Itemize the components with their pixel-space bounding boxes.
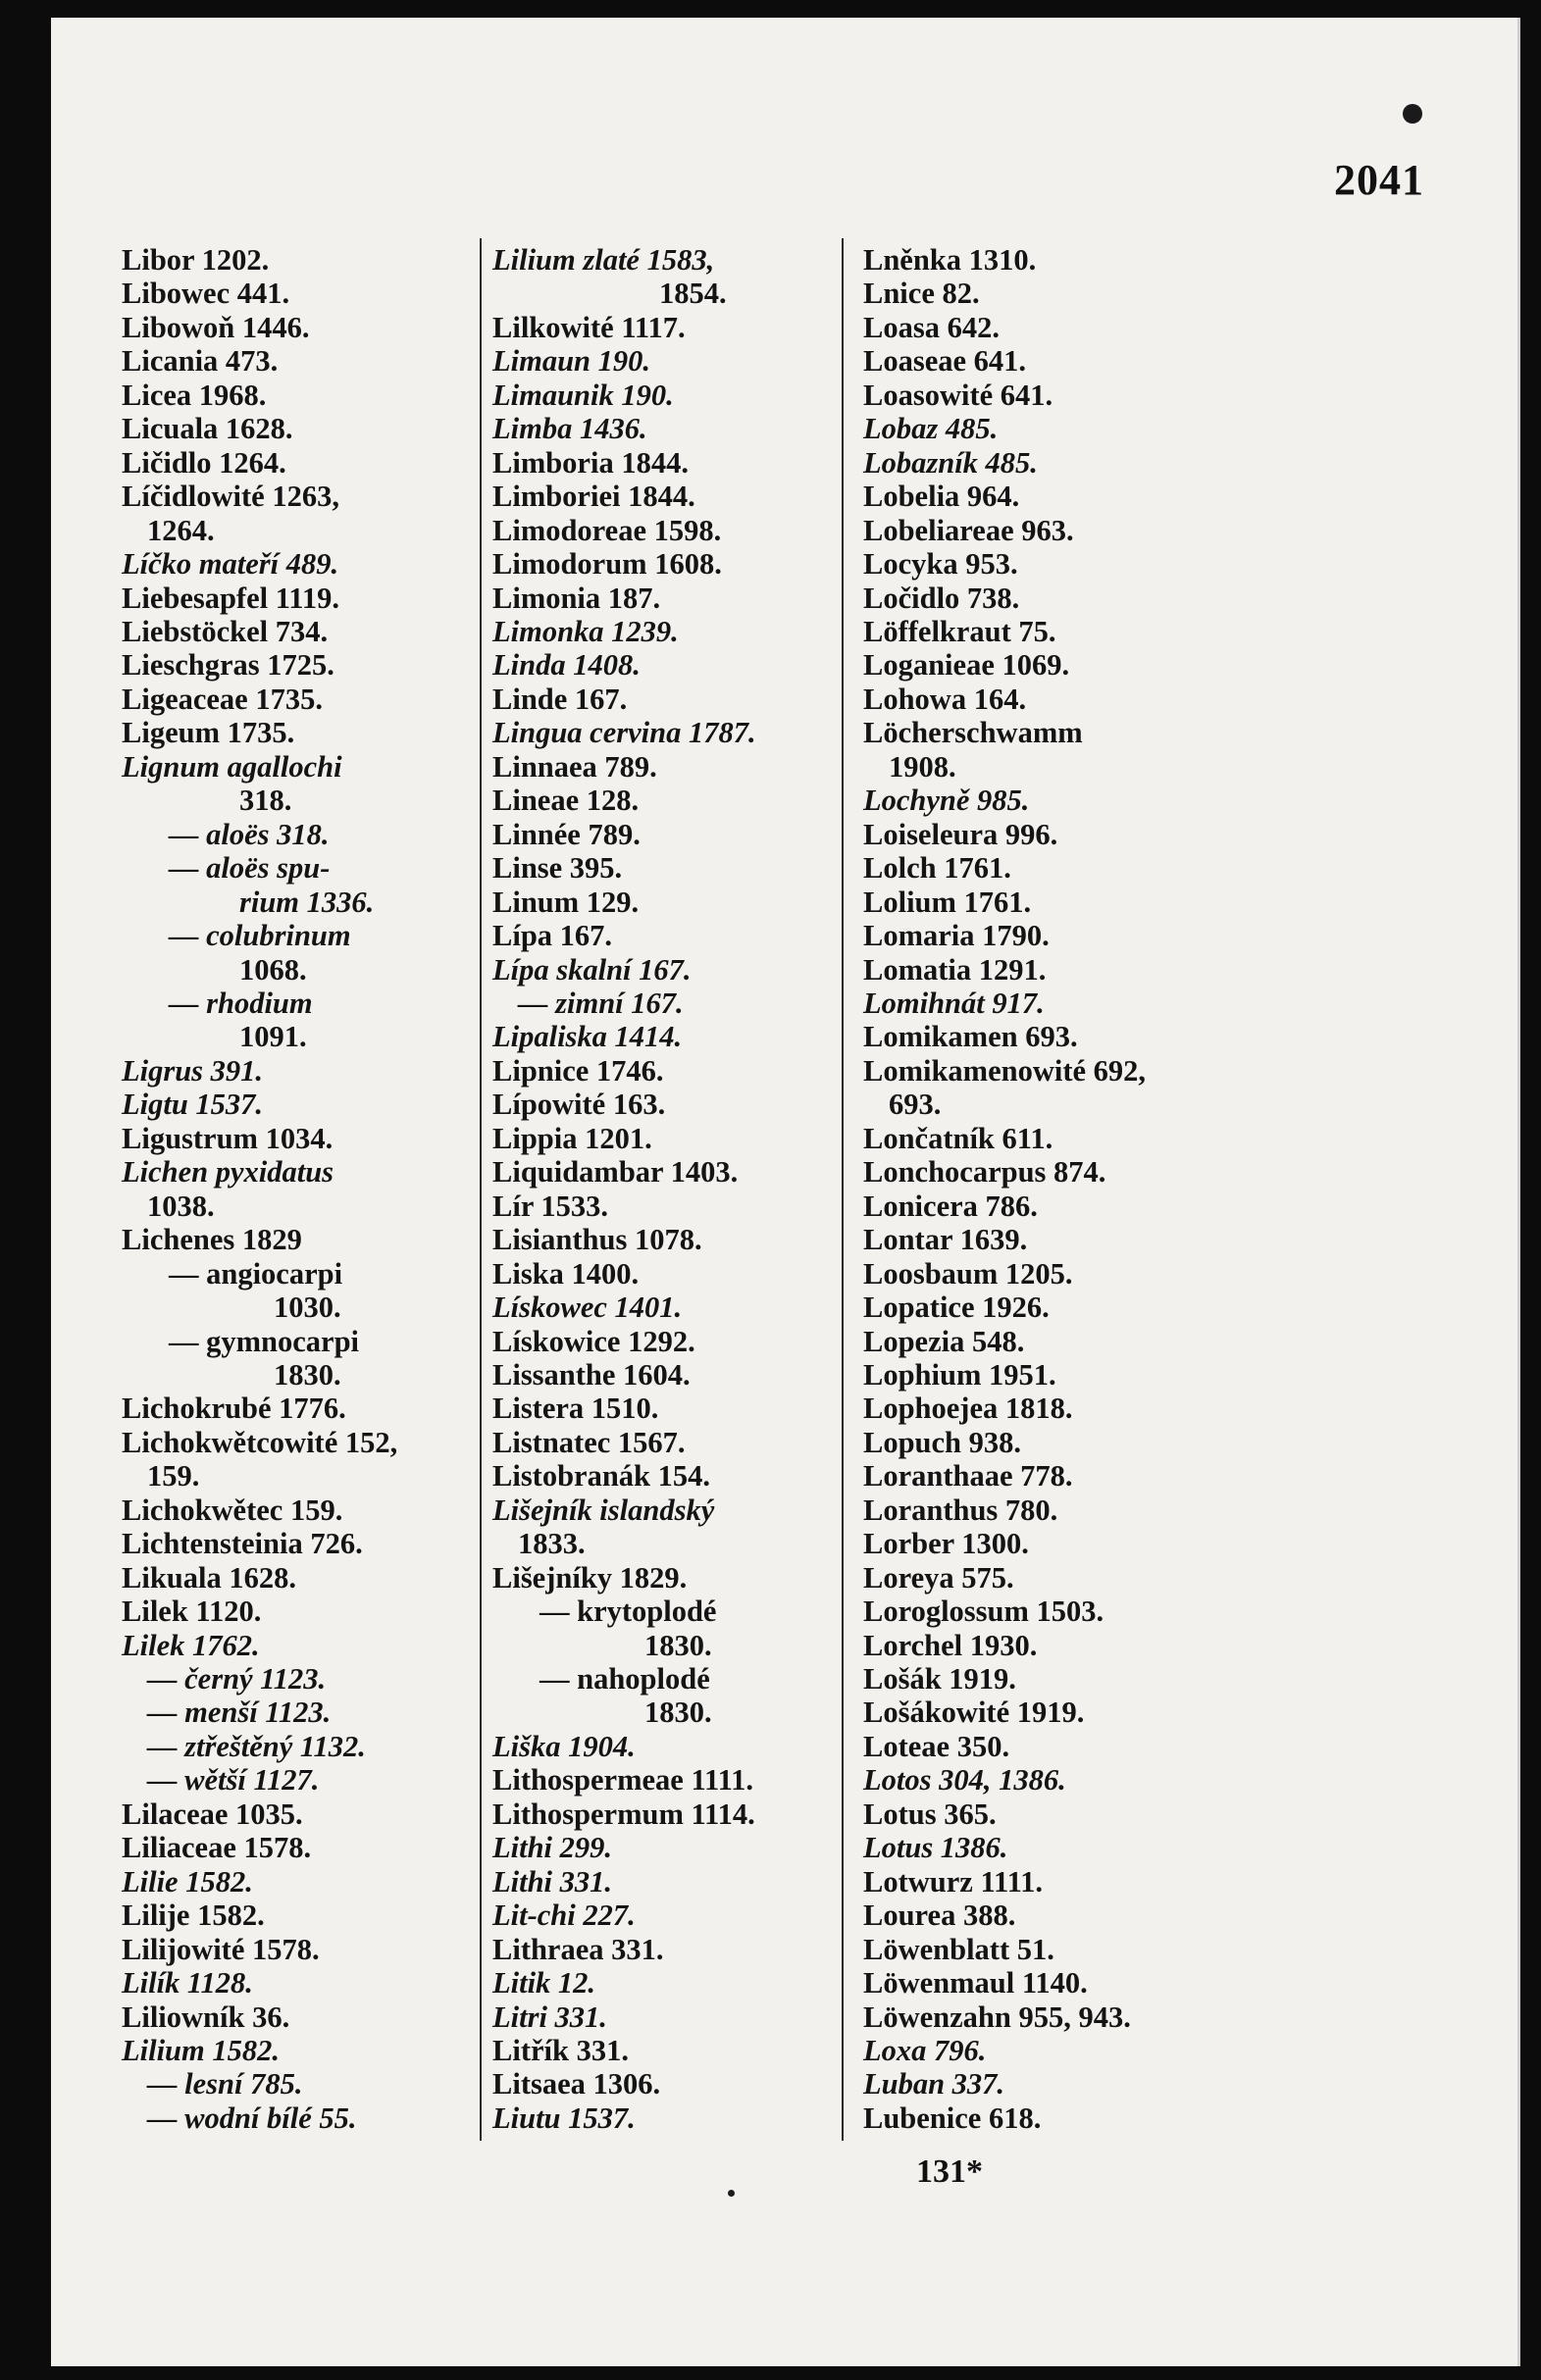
index-entry: Lilijowité 1578. <box>122 1932 320 1966</box>
index-entry: 1908. <box>889 749 956 784</box>
index-entry: Linnaea 789. <box>492 749 657 784</box>
index-entry: Lithi 299. <box>492 1831 613 1865</box>
index-entry: — wětší 1127. <box>147 1763 320 1798</box>
index-entry: Lineae 128. <box>492 784 640 818</box>
index-entry: 159. <box>147 1459 200 1494</box>
index-column-3 <box>863 243 1275 2135</box>
index-entry: Litřík 331. <box>492 2034 629 2068</box>
index-entry: — rhodium <box>169 986 313 1020</box>
index-entry: Liebesapfel 1119. <box>122 581 339 615</box>
index-entry: Lotus 1386. <box>863 1831 1008 1865</box>
index-entry: Liquidambar 1403. <box>492 1155 739 1190</box>
index-entry: Linda 1408. <box>492 648 641 683</box>
index-entry: Lolium 1761. <box>863 885 1032 919</box>
index-entry: Listobranák 154. <box>492 1459 711 1494</box>
index-entry: Libor 1202. <box>122 243 270 277</box>
index-entry: Lilaceae 1035. <box>122 1797 303 1831</box>
index-entry: Lípa 167. <box>492 919 613 953</box>
index-entry: Lobelia 964. <box>863 480 1020 514</box>
index-entry: Ličidlo 1264. <box>122 445 286 480</box>
index-entry: Lilík 1128. <box>122 1966 253 2000</box>
index-entry: Litsaea 1306. <box>492 2067 661 2101</box>
index-entry: Licania 473. <box>122 344 279 379</box>
index-entry: Lískowice 1292. <box>492 1324 695 1358</box>
page-number: 2041 <box>1334 156 1424 204</box>
index-entry: Linum 129. <box>492 885 640 919</box>
index-entry: Linnée 789. <box>492 817 641 851</box>
index-entry: Lošák 1919. <box>863 1662 1016 1696</box>
index-entry: Löwenzahn 955, 943. <box>863 2000 1131 2034</box>
index-entry: Liška 1904. <box>492 1729 636 1763</box>
index-entry: Lippia 1201. <box>492 1121 652 1155</box>
index-entry: — wodní bílé 55. <box>147 2101 357 2135</box>
index-entry: Lišejníky 1829. <box>492 1560 688 1595</box>
index-entry: Loroglossum 1503. <box>863 1595 1104 1629</box>
index-entry: Licuala 1628. <box>122 412 293 446</box>
index-entry: Limonka 1239. <box>492 614 679 648</box>
index-entry: Loasowité 641. <box>863 378 1053 412</box>
index-entry: Loaseae 641. <box>863 344 1027 379</box>
index-entry: Lotwurz 1111. <box>863 1864 1044 1899</box>
index-entry: Lithospermum 1114. <box>492 1797 755 1831</box>
index-entry: — aloës spu- <box>169 851 331 886</box>
index-entry: Lichtensteinia 726. <box>122 1527 363 1561</box>
index-entry: rium 1336. <box>239 885 375 919</box>
index-entry: 1068. <box>239 952 307 987</box>
index-entry: — menší 1123. <box>147 1696 332 1730</box>
index-entry: — zimní 167. <box>518 986 684 1020</box>
index-entry: Lisianthus 1078. <box>492 1223 702 1257</box>
index-entry: Ligustrum 1034. <box>122 1121 334 1155</box>
index-entry: Lomikamen 693. <box>863 1020 1078 1054</box>
index-entry: Licea 1968. <box>122 378 267 412</box>
ink-spot <box>1403 104 1422 124</box>
index-entry: Lithospermeae 1111. <box>492 1763 754 1798</box>
index-entry: Lilkowité 1117. <box>492 310 686 344</box>
index-entry: Lipnice 1746. <box>492 1053 664 1088</box>
index-entry: Lípa skalní 167. <box>492 952 692 987</box>
index-entry: — gymnocarpi <box>169 1324 360 1358</box>
index-entry: Limaun 190. <box>492 344 651 379</box>
index-entry: Lichen pyxidatus <box>122 1155 334 1190</box>
index-entry: Lilije 1582. <box>122 1899 265 1933</box>
index-entry: Lobaz 485. <box>863 412 999 446</box>
index-entry: Lingua cervina 1787. <box>492 716 756 750</box>
index-entry: Limboria 1844. <box>492 445 689 480</box>
index-entry: Lourea 388. <box>863 1899 1016 1933</box>
index-entry: 1264. <box>147 513 215 547</box>
index-entry: — ztřeštěný 1132. <box>147 1729 366 1763</box>
index-entry: 1830. <box>274 1357 341 1392</box>
index-entry: Likuala 1628. <box>122 1560 296 1595</box>
index-entry: Lieschgras 1725. <box>122 648 334 683</box>
index-entry: 1091. <box>239 1020 307 1054</box>
column-divider <box>842 238 844 2141</box>
index-entry: Liliaceae 1578. <box>122 1831 312 1865</box>
index-entry: Loreya 575. <box>863 1560 1014 1595</box>
index-entry: Liliowník 36. <box>122 2000 290 2034</box>
index-entry: Lilium zlaté 1583, <box>492 243 715 277</box>
index-entry: Lonicera 786. <box>863 1189 1038 1223</box>
index-entry: 1830. <box>644 1628 712 1662</box>
index-entry: Ligeaceae 1735. <box>122 682 323 716</box>
index-entry: Locyka 953. <box>863 547 1018 582</box>
index-entry: — černý 1123. <box>147 1662 327 1696</box>
index-entry: Lomikamenowité 692, <box>863 1053 1147 1088</box>
index-entry: Lotus 365. <box>863 1797 997 1831</box>
index-entry: Luban 337. <box>863 2067 1005 2101</box>
index-entry: Lichokwětcowité 152, <box>122 1425 398 1459</box>
index-entry: — aloës 318. <box>169 817 330 851</box>
index-entry: Litri 331. <box>492 2000 607 2034</box>
index-entry: Lithi 331. <box>492 1864 613 1899</box>
index-entry: 693. <box>889 1088 942 1122</box>
index-entry: Lit-chi 227. <box>492 1899 636 1933</box>
book-page <box>51 18 1520 2366</box>
index-entry: Lonchocarpus 874. <box>863 1155 1106 1190</box>
index-entry: Loganieae 1069. <box>863 648 1070 683</box>
index-entry: Ligeum 1735. <box>122 716 295 750</box>
index-entry: Lončatník 611. <box>863 1121 1053 1155</box>
index-entry: Loranthaae 778. <box>863 1459 1073 1494</box>
index-entry: Loasa 642. <box>863 310 1000 344</box>
index-entry: Lomatia 1291. <box>863 952 1047 987</box>
index-entry: Lotos 304, 1386. <box>863 1763 1066 1798</box>
index-entry: Lípowité 163. <box>492 1088 666 1122</box>
index-entry: Lochyně 985. <box>863 784 1030 818</box>
index-entry: Limba 1436. <box>492 412 647 446</box>
index-entry: Líčko mateří 489. <box>122 547 339 582</box>
index-entry: Lnice 82. <box>863 277 980 311</box>
index-entry: Lithraea 331. <box>492 1932 664 1966</box>
index-entry: Lískowec 1401. <box>492 1291 683 1325</box>
index-entry: Lichenes 1829 <box>122 1223 302 1257</box>
index-entry: Lorchel 1930. <box>863 1628 1038 1662</box>
index-entry: Lomihnát 917. <box>863 986 1045 1020</box>
index-entry: Lněnka 1310. <box>863 243 1037 277</box>
index-entry: Lissanthe 1604. <box>492 1357 691 1392</box>
index-entry: Lobazník 485. <box>863 445 1038 480</box>
index-entry: 1833. <box>518 1527 586 1561</box>
index-entry: — colubrinum <box>169 919 351 953</box>
index-entry: Lorber 1300. <box>863 1527 1029 1561</box>
index-entry: Limodoreae 1598. <box>492 513 722 547</box>
index-entry: Löwenblatt 51. <box>863 1932 1054 1966</box>
index-entry: Ločidlo 738. <box>863 581 1020 615</box>
index-entry: Libowec 441. <box>122 277 290 311</box>
index-entry: 1030. <box>274 1291 341 1325</box>
index-entry: Linde 167. <box>492 682 628 716</box>
index-entry: Listera 1510. <box>492 1392 659 1426</box>
index-column-2 <box>492 243 865 2135</box>
index-entry: Lontar 1639. <box>863 1223 1028 1257</box>
index-entry: — krytoplodé <box>539 1595 717 1629</box>
index-entry: Lubenice 618. <box>863 2101 1042 2135</box>
index-entry: Lolch 1761. <box>863 851 1011 886</box>
index-entry: Limodorum 1608. <box>492 547 722 582</box>
index-entry: — nahoplodé <box>539 1662 710 1696</box>
index-entry: Lophium 1951. <box>863 1357 1056 1392</box>
index-entry: Lišejník islandský <box>492 1493 715 1527</box>
index-entry: Limboriei 1844. <box>492 480 695 514</box>
index-entry: Lopuch 938. <box>863 1425 1022 1459</box>
index-entry: Linse 395. <box>492 851 623 886</box>
index-entry: Ligtu 1537. <box>122 1088 264 1122</box>
index-entry: Litik 12. <box>492 1966 596 2000</box>
index-entry: Loosbaum 1205. <box>863 1256 1073 1291</box>
index-entry: Lipaliska 1414. <box>492 1020 683 1054</box>
index-entry: Limaunik 190. <box>492 378 674 412</box>
index-entry: Lilie 1582. <box>122 1864 253 1899</box>
index-entry: 1830. <box>644 1696 712 1730</box>
index-entry: Ligrus 391. <box>122 1053 264 1088</box>
index-entry: Lohowa 164. <box>863 682 1027 716</box>
index-entry: Loxa 796. <box>863 2034 987 2068</box>
index-entry: 1854. <box>659 277 727 311</box>
index-entry: Lopatice 1926. <box>863 1291 1050 1325</box>
index-entry: Löffelkraut 75. <box>863 614 1056 648</box>
column-divider <box>480 238 482 2141</box>
index-entry: Listnatec 1567. <box>492 1425 686 1459</box>
index-entry: Lignum agallochi <box>122 749 342 784</box>
index-column-1 <box>122 243 504 2135</box>
index-entry: — lesní 785. <box>147 2067 303 2101</box>
ink-spot <box>728 2190 735 2197</box>
index-entry: 1038. <box>147 1189 215 1223</box>
index-entry: Lopezia 548. <box>863 1324 1025 1358</box>
index-entry: Liutu 1537. <box>492 2101 636 2135</box>
index-entry: Loteae 350. <box>863 1729 1010 1763</box>
index-entry: Lomaria 1790. <box>863 919 1050 953</box>
index-entry: Löcherschwamm <box>863 716 1083 750</box>
index-entry: Loranthus 780. <box>863 1493 1058 1527</box>
index-entry: Lichokwětec 159. <box>122 1493 343 1527</box>
index-entry: Libowoň 1446. <box>122 310 310 344</box>
index-entry: Lichokrubé 1776. <box>122 1392 346 1426</box>
index-entry: Liska 1400. <box>492 1256 640 1291</box>
index-entry: Löwenmaul 1140. <box>863 1966 1088 2000</box>
index-entry: Líčidlowité 1263, <box>122 480 339 514</box>
index-entry: Limonia 187. <box>492 581 661 615</box>
index-entry: Lír 1533. <box>492 1189 609 1223</box>
index-entry: Liebstöckel 734. <box>122 614 329 648</box>
signature-mark: 131* <box>916 2153 983 2190</box>
index-entry: Lilium 1582. <box>122 2034 280 2068</box>
index-entry: 318. <box>239 784 292 818</box>
index-entry: Lilek 1762. <box>122 1628 260 1662</box>
index-entry: Lošákowité 1919. <box>863 1696 1085 1730</box>
index-entry: Lilek 1120. <box>122 1595 262 1629</box>
index-entry: Lophoejea 1818. <box>863 1392 1073 1426</box>
index-entry: Lobeliareae 963. <box>863 513 1074 547</box>
index-entry: Loiseleura 996. <box>863 817 1058 851</box>
index-entry: — angiocarpi <box>169 1256 343 1291</box>
